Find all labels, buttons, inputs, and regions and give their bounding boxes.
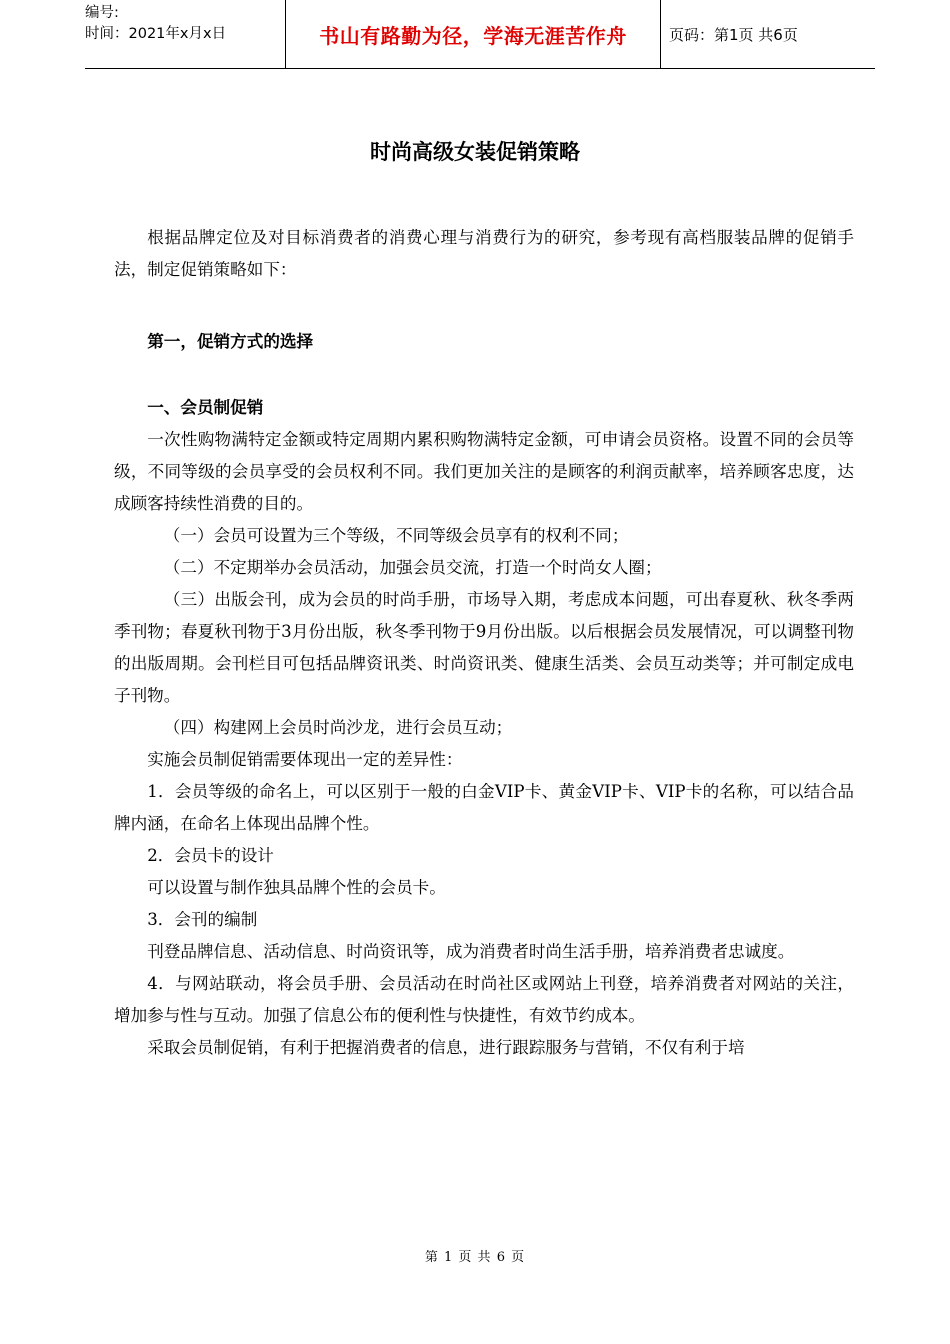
section-heading: 第一，促销方式的选择 [147, 332, 314, 351]
document-date: 时间：2021年x月x日 [85, 26, 227, 42]
header-page-number: 页码：第1页 共6页 [669, 25, 798, 44]
numbered-item: 1．会员等级的命名上，可以区别于一般的白金VIP卡、黄金VIP卡、VIP卡的名称，可以结合品牌内涵，在命名上体现出品牌个性。 [114, 782, 854, 833]
paragraph: 实施会员制促销需要体现出一定的差异性： [147, 750, 463, 769]
document-body [114, 222, 854, 1064]
header-motto: 书山有路勤为径，学海无涯苦作舟 [285, 0, 661, 68]
list-item: （一）会员可设置为三个等级，不同等级会员享有的权利不同； [163, 526, 629, 545]
paragraph: 采取会员制促销，有利于把握消费者的信息，进行跟踪服务与营销，不仅有利于培 [147, 1038, 745, 1057]
subsection-heading: 一、会员制促销 [147, 398, 264, 417]
page-header [85, 0, 875, 69]
numbered-item: 2．会员卡的设计 [147, 846, 274, 865]
intro-paragraph: 根据品牌定位及对目标消费者的消费心理与消费行为的研究，参考现有高档服装品牌的促销手法，制定促销策略如下： [114, 228, 854, 279]
numbered-item: 3．会刊的编制 [147, 910, 258, 929]
document-title: 时尚高级女装促销策略 [370, 140, 580, 164]
page-footer: 第 1 页 共 6 页 [424, 1250, 526, 1265]
paragraph: 可以设置与制作独具品牌个性的会员卡。 [147, 878, 446, 897]
list-item: （三）出版会刊，成为会员的时尚手册，市场导入期，考虑成本问题，可出春夏秋、秋冬季两季刊物；春夏秋刊物于3月份出版，秋冬季刊物于9月份出版。以后根据会员发展情况，可以调整刊物的出版周期。会刊栏目可包括品牌资讯类、时尚资讯类、健康生活类、会员互动类等；并可制定成电子刊物。 [114, 590, 854, 705]
list-item: （四）构建网上会员时尚沙龙，进行会员互动； [163, 718, 513, 737]
header-meta [85, 0, 285, 71]
list-item: （二）不定期举办会员活动，加强会员交流，打造一个时尚女人圈； [163, 558, 662, 577]
paragraph: 刊登品牌信息、活动信息、时尚资讯等，成为消费者时尚生活手册，培养消费者忠诚度。 [147, 942, 795, 961]
numbered-item: 4．与网站联动，将会员手册、会员活动在时尚社区或网站上刊登，培养消费者对网站的关注，增加参与性与互动。加强了信息公布的便利性与快捷性，有效节约成本。 [114, 974, 854, 1025]
paragraph: 一次性购物满特定金额或特定周期内累积购物满特定金额，可申请会员资格。设置不同的会员等级，不同等级的会员享受的会员权利不同。我们更加关注的是顾客的利润贡献率，培养顾客忠度，达成顾客持续性消费的目的。 [114, 430, 854, 513]
document-number: 编号: [85, 5, 119, 21]
